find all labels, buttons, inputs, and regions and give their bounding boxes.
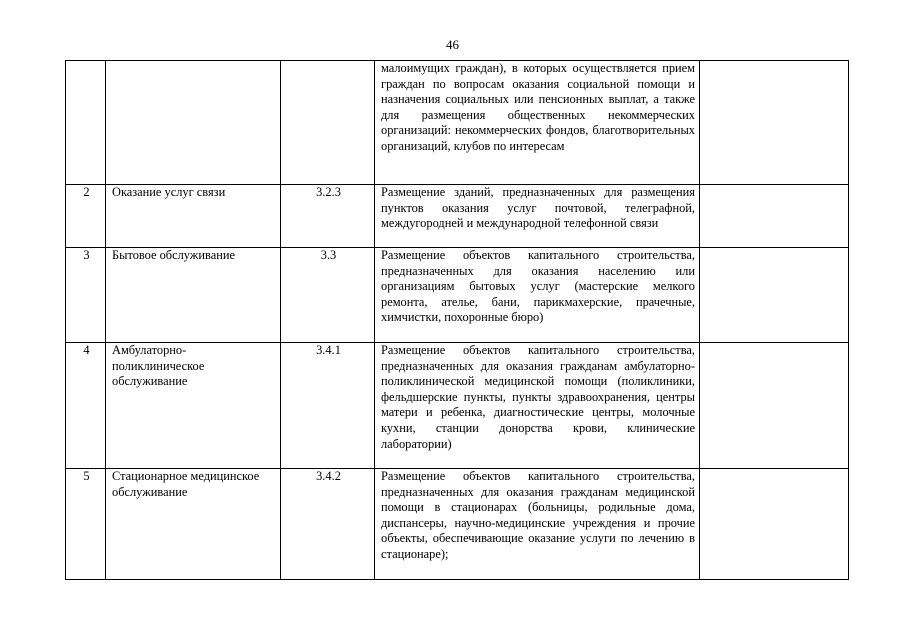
table-row: [66, 185, 849, 248]
row-description: Размещение объектов капитального строительства, предназначенных для оказания гражданам амбулаторно-поликлинической медицинской помощи (поликлиники, фельдшерские пункты, пункты здравоохранения, центры матери и ребенка, диагностические центры, молочные кухни, станции донорства крови, клинические лаборатории): [375, 343, 700, 469]
row-number: 5: [66, 469, 106, 580]
table-row: [66, 61, 849, 185]
row-extra: [700, 343, 849, 469]
page-number: 46: [446, 37, 459, 52]
row-extra: [700, 61, 849, 185]
row-code: 3.4.1: [281, 343, 375, 469]
row-extra: [700, 469, 849, 580]
row-extra: [700, 248, 849, 343]
row-number: 4: [66, 343, 106, 469]
table-row: [66, 248, 849, 343]
row-name: [106, 61, 281, 185]
row-description: малоимущих граждан), в которых осуществляется прием граждан по вопросам оказания социальной помощи и назначения социальных или пенсионных выплат, а также для размещения общественных некоммерческих организаций: некоммерческих фондов, благотворительных организаций, клубов по интересам: [375, 61, 700, 185]
row-code: [281, 61, 375, 185]
row-number: [66, 61, 106, 185]
row-name: Стационарное медицинское обслуживание: [106, 469, 281, 580]
row-description: Размещение зданий, предназначенных для размещения пунктов оказания услуг почтовой, телеграфной, междугородней и международной телефонной связи: [375, 185, 700, 248]
row-name: Амбулаторно-поликлиническое обслуживание: [106, 343, 281, 469]
table-row: [66, 469, 849, 580]
row-description: Размещение объектов капитального строительства, предназначенных для оказания населению или организациям бытовых услуг (мастерские мелкого ремонта, ателье, бани, парикмахерские, прачечные, химчистки, похоронные бюро): [375, 248, 700, 343]
row-code: 3.4.2: [281, 469, 375, 580]
row-extra: [700, 185, 849, 248]
row-code: 3.2.3: [281, 185, 375, 248]
row-number: 2: [66, 185, 106, 248]
land-use-table: [65, 60, 849, 580]
row-name: Оказание услуг связи: [106, 185, 281, 248]
row-code: 3.3: [281, 248, 375, 343]
row-number: 3: [66, 248, 106, 343]
row-name: Бытовое обслуживание: [106, 248, 281, 343]
table-row: [66, 343, 849, 469]
row-description: Размещение объектов капитального строительства, предназначенных для оказания гражданам медицинской помощи в стационарах (больницы, родильные дома, диспансеры, научно-медицинские учреждения и прочие объекты, обеспечивающие оказание услуги по лечению в стационаре);: [375, 469, 700, 580]
